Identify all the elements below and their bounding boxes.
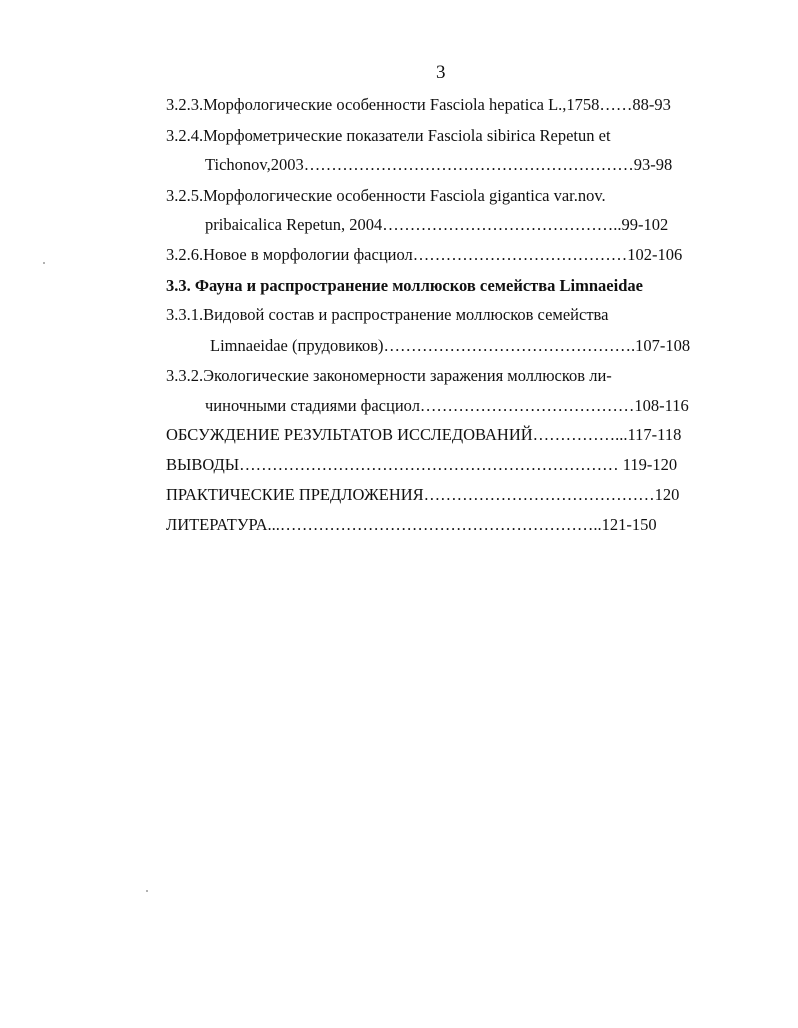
toc-entry-3-2-4-cont: Tichonov,2003……………………………………………………93-98 — [205, 155, 673, 174]
toc-literature: ЛИТЕРАТУРА...…………………………………………………..121-150 — [166, 515, 657, 534]
toc-entry-3-3-2-cont: чиночными стадиями фасциол…………………………………108-116 — [205, 396, 689, 415]
toc-entry-3-3-1: 3.3.1.Видовой состав и распространение моллюсков семейства — [166, 305, 609, 324]
toc-entry-3-3-2: 3.3.2.Экологические закономерности заражения моллюсков ли- — [166, 366, 612, 385]
toc-entry-3-2-5: 3.2.5.Морфологические особенности Fasciola gigantica var.nov. — [166, 186, 606, 205]
toc-entry-3-2-6: 3.2.6.Новое в морфологии фасциол…………………………………102-106 — [166, 245, 683, 264]
scan-speck — [146, 890, 148, 892]
toc-entry-3-3-1-cont: Limnaeidae (прудовиков)……………………………………….107-108 — [210, 336, 691, 355]
toc-conclusions: ВЫВОДЫ…………………………………………………………… 119-120 — [166, 455, 678, 474]
toc-entry-3-2-3: 3.2.3.Морфологические особенности Fasciola hepatica L.,1758……88-93 — [166, 95, 671, 114]
toc-discussion: ОБСУЖДЕНИЕ РЕЗУЛЬТАТОВ ИССЛЕДОВАНИЙ……………...117-118 — [166, 425, 682, 444]
page-number: 3 — [436, 62, 446, 83]
toc-entry-3-2-5-cont: pribaicalica Repetun, 2004……………………………………..99-102 — [205, 215, 669, 234]
toc-entry-3-2-4: 3.2.4.Морфометрические показатели Fasciola sibirica Repetun et — [166, 126, 611, 145]
toc-section-3-3: 3.3. Фауна и распространение моллюсков семейства Limnaeidae — [166, 276, 643, 295]
scan-speck — [43, 262, 45, 264]
toc-practical-proposals: ПРАКТИЧЕСКИЕ ПРЕДЛОЖЕНИЯ……………………………………120 — [166, 485, 680, 504]
